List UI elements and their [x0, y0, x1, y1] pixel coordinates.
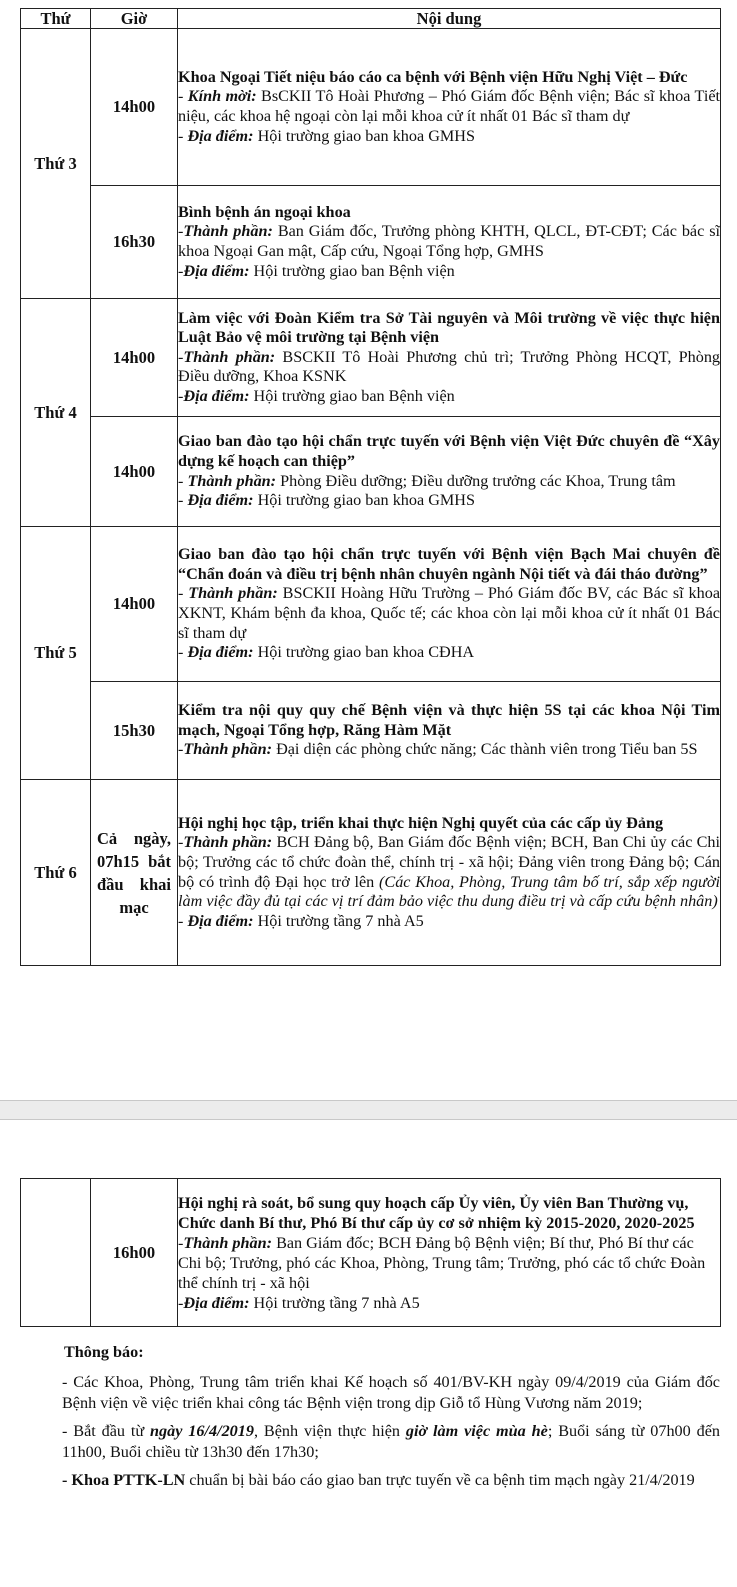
participants-text: BSCKII Hoàng Hữu Trường – Phó Giám đốc BV, các Bác sĩ khoa XKNT, Khám bệnh đa khoa, Quốc tế; các khoa còn lại mỗi khoa cử ít nhất 01 Bác sĩ tham dự [178, 584, 721, 642]
table-row [21, 780, 721, 966]
content-cell [178, 780, 721, 966]
time-cell: Cả ngày, 07h15 bắt đầu khai mạc [91, 780, 178, 966]
invite-text: BsCKII Tô Hoài Phương – Phó Giám đốc Bệnh viện; Bác sĩ khoa Tiết niệu, các khoa hệ ngoại còn lại mỗi khoa cử ít nhất 01 Bác sĩ tham dự [178, 87, 720, 125]
label-location: Địa điểm: [187, 911, 254, 930]
table-header-row [21, 9, 721, 29]
notice-text: , Bệnh viện thực hiện [253, 1421, 406, 1440]
participants-text: Phòng Điều dưỡng; Điều dưỡng trưởng các Khoa, Trung tâm [280, 471, 676, 490]
participants-text: BCH Đảng bộ, Ban Giám đốc Bệnh viện; BCH, Ban Chi ủy các Chi bộ; Trưởng các tổ chức đoàn thể, chính trị - xã hội; Đảng viên trong Đảng bộ; Cán bộ có trình độ Đại học trở lên [178, 833, 721, 891]
event-participants: - Thành phần: BSCKII Hoàng Hữu Trường – Phó Giám đốc BV, các Bác sĩ khoa XKNT, Khám bệnh đa khoa, Quốc tế; các khoa còn lại mỗi khoa cử ít nhất 01 Bác sĩ tham dự [178, 584, 721, 642]
event-title: Bình bệnh án ngoại khoa [178, 202, 351, 221]
notice-item: - Các Khoa, Phòng, Trung tâm triển khai Kế hoạch số 401/BV-KH ngày 09/4/2019 của Giám đốc Bệnh viện về việc triển khai công tác Bệnh viện trong dịp Giỗ tổ Hùng Vương năm 2019; [62, 1372, 720, 1412]
content-cell [178, 29, 721, 186]
notice-item [62, 1421, 720, 1464]
label-participants: Thành phần: [183, 833, 273, 852]
event-location: -Địa điểm: Hội trường giao ban Bệnh viện [178, 261, 455, 280]
day-cell: Thứ 5 [21, 527, 91, 780]
content-cell [178, 527, 721, 682]
content-cell [178, 417, 721, 527]
header-day: Thứ [21, 9, 91, 29]
location-text: Hội trường giao ban khoa GMHS [257, 126, 475, 145]
table-row [21, 299, 721, 417]
notice-text: - Bắt đầu từ [62, 1421, 151, 1440]
table-row [21, 417, 721, 527]
time-cell: 14h00 [91, 29, 178, 186]
time-cell: 16h00 [91, 1179, 178, 1327]
event-location: - Địa điểm: Hội trường giao ban khoa CĐHA [178, 643, 475, 662]
time-cell: 14h00 [91, 417, 178, 527]
label-location: Địa điểm: [183, 261, 250, 280]
label-location: Địa điểm: [183, 1293, 250, 1312]
event-participants: -Thành phần: BSCKII Tô Hoài Phương chủ trì; Trưởng Phòng HCQT, Phòng Điều dưỡng, Khoa KSNK [178, 347, 721, 386]
table-row [21, 1179, 721, 1327]
event-participants: -Thành phần: BCH Đảng bộ, Ban Giám đốc Bệnh viện; BCH, Ban Chi ủy các Chi bộ; Trưởng các tổ chức đoàn thể, chính trị - xã hội; Đảng viên trong Đảng bộ; Cán bộ có trình độ Đại học trở lên (Các Khoa, Phòng, Trung tâm bố trí, sắp xếp người làm việc đầy đủ tại các vị trí đảm bảo việc thu dung điều trị và cấp cứu bệnh nhân) [178, 833, 721, 911]
label-participants: Thành phần: [183, 347, 276, 366]
content-cell [178, 682, 721, 780]
participants-text: BSCKII Tô Hoài Phương chủ trì; Trưởng Phòng HCQT, Phòng Điều dưỡng, Khoa KSNK [178, 347, 721, 386]
day-cell: Thứ 6 [21, 780, 91, 966]
notice-hours: giờ làm việc mùa hè [405, 1421, 548, 1440]
event-title: Kiểm tra nội quy quy chế Bệnh viện và thực hiện 5S tại các khoa Nội Tim mạch, Ngoại Tổng hợp, Răng Hàm Mặt [178, 701, 720, 739]
label-participants: Thành phần: [183, 1233, 273, 1252]
notice-dept: - Khoa PTTK-LN [62, 1470, 186, 1489]
event-title: Hội nghị rà soát, bổ sung quy hoạch cấp Ủy viên, Ủy viên Ban Thường vụ, Chức danh Bí thư, Phó Bí thư cấp ủy cơ sở nhiệm kỳ 2015-2020, 2020-2025 [178, 1193, 695, 1232]
schedule-table-continued [20, 1178, 721, 1327]
table-row [21, 29, 721, 186]
header-content: Nội dung [178, 9, 721, 29]
label-location: Địa điểm: [187, 126, 254, 145]
page-break [0, 1100, 737, 1120]
participants-note: (Các Khoa, Phòng, Trung tâm bố trí, sắp xếp người làm việc đầy đủ tại các vị trí đảm bảo việc thu dung điều trị và cấp cứu bệnh nhân) [178, 872, 721, 911]
notice-text: chuẩn bị bài báo cáo giao ban trực tuyến về ca bệnh tim mạch ngày 21/4/2019 [185, 1470, 695, 1489]
label-location: Địa điểm: [183, 386, 250, 405]
event-title: Giao ban đào tạo hội chẩn trực tuyến với Bệnh viện Bạch Mai chuyên đề “Chẩn đoán và điều trị bệnh nhân chuyên ngành Nội tiết và đái tháo đường” [178, 545, 720, 583]
content-cell [178, 299, 721, 417]
event-participants: -Thành phần: Đại diện các phòng chức năng; Các thành viên trong Tiểu ban 5S [178, 740, 698, 759]
label-participants: Thành phần: [188, 584, 278, 603]
label-participants: Thành phần: [183, 740, 273, 759]
day-cell [21, 1179, 91, 1327]
participants-text: Ban Giám đốc, Trưởng phòng KHTH, QLCL, ĐT-CĐT; Các bác sĩ khoa Ngoại Gan mật, Cấp cứu, Ngoại Tổng hợp, GMHS [178, 222, 721, 260]
label-participants: Thành phần: [187, 471, 277, 490]
notice-text: ; Buổi sáng từ 07h00 đến 11h00, Buổi chiều từ 13h30 đến 17h30; [62, 1421, 720, 1461]
time-cell: 16h30 [91, 186, 178, 299]
location-text: Hội trường giao ban khoa CĐHA [257, 643, 475, 662]
label-invite: Kính mời: [187, 87, 257, 106]
event-location: -Địa điểm: Hội trường giao ban Bệnh viện [178, 386, 455, 405]
event-title: Hội nghị học tập, triển khai thực hiện Nghị quyết của các cấp ủy Đảng [178, 813, 664, 832]
location-text: Hội trường tầng 7 nhà A5 [257, 911, 424, 930]
participants-text: Đại diện các phòng chức năng; Các thành viên trong Tiểu ban 5S [276, 740, 698, 759]
location-text: Hội trường giao ban Bệnh viện [253, 386, 455, 405]
notice-date: ngày 16/4/2019 [150, 1421, 254, 1440]
table-row [21, 527, 721, 682]
event-invite: - Kính mời: BsCKII Tô Hoài Phương – Phó Giám đốc Bệnh viện; Bác sĩ khoa Tiết niệu, các khoa hệ ngoại còn lại mỗi khoa cử ít nhất 01 Bác sĩ tham dự [178, 87, 720, 125]
location-text: Hội trường giao ban khoa GMHS [257, 491, 475, 510]
location-text: Hội trường giao ban Bệnh viện [253, 261, 455, 280]
location-text: Hội trường tầng 7 nhà A5 [253, 1293, 420, 1312]
day-cell: Thứ 3 [21, 29, 91, 299]
event-location: - Địa điểm: Hội trường tầng 7 nhà A5 [178, 911, 424, 930]
event-location: -Địa điểm: Hội trường tầng 7 nhà A5 [178, 1293, 420, 1312]
time-cell: 14h00 [91, 299, 178, 417]
label-participants: Thành phần: [183, 222, 273, 241]
event-title: Khoa Ngoại Tiết niệu báo cáo ca bệnh với Bệnh viện Hữu Nghị Việt – Đức [178, 67, 688, 86]
notice-item [62, 1470, 720, 1492]
time-cell: 15h30 [91, 682, 178, 780]
day-cell: Thứ 4 [21, 299, 91, 527]
event-title: Làm việc với Đoàn Kiểm tra Sở Tài nguyên và Môi trường về việc thực hiện Luật Bảo vệ môi trường tại Bệnh viện [178, 308, 720, 347]
label-location: Địa điểm: [187, 491, 254, 510]
table-row [21, 682, 721, 780]
time-cell: 14h00 [91, 527, 178, 682]
participants-text: Ban Giám đốc; BCH Đảng bộ Bệnh viện; Bí thư, Phó Bí thư các Chi bộ; Trưởng, phó các Khoa, Phòng, Trung tâm; Trưởng, phó các tổ chức Đoàn thể chính trị - xã hội [178, 1233, 706, 1292]
content-cell [178, 186, 721, 299]
event-location: - Địa điểm: Hội trường giao ban khoa GMHS [178, 126, 475, 145]
event-participants: - Thành phần: Phòng Điều dưỡng; Điều dưỡng trưởng các Khoa, Trung tâm [178, 471, 676, 490]
event-title: Giao ban đào tạo hội chẩn trực tuyến với Bệnh viện Việt Đức chuyên đề “Xây dựng kế hoạch can thiệp” [178, 432, 720, 470]
table-row [21, 186, 721, 299]
label-location: Địa điểm: [187, 643, 254, 662]
notice-title: Thông báo: [64, 1343, 144, 1361]
event-participants: -Thành phần: Ban Giám đốc; BCH Đảng bộ Bệnh viện; Bí thư, Phó Bí thư các Chi bộ; Trưởng, phó các Khoa, Phòng, Trung tâm; Trưởng, phó các tổ chức Đoàn thể chính trị - xã hội [178, 1233, 706, 1292]
schedule-table [20, 8, 721, 966]
event-location: - Địa điểm: Hội trường giao ban khoa GMHS [178, 491, 475, 510]
header-time: Giờ [91, 9, 178, 29]
event-participants: -Thành phần: Ban Giám đốc, Trưởng phòng KHTH, QLCL, ĐT-CĐT; Các bác sĩ khoa Ngoại Gan mật, Cấp cứu, Ngoại Tổng hợp, GMHS [178, 222, 721, 260]
content-cell [178, 1179, 721, 1327]
notice-section [62, 1342, 720, 1497]
